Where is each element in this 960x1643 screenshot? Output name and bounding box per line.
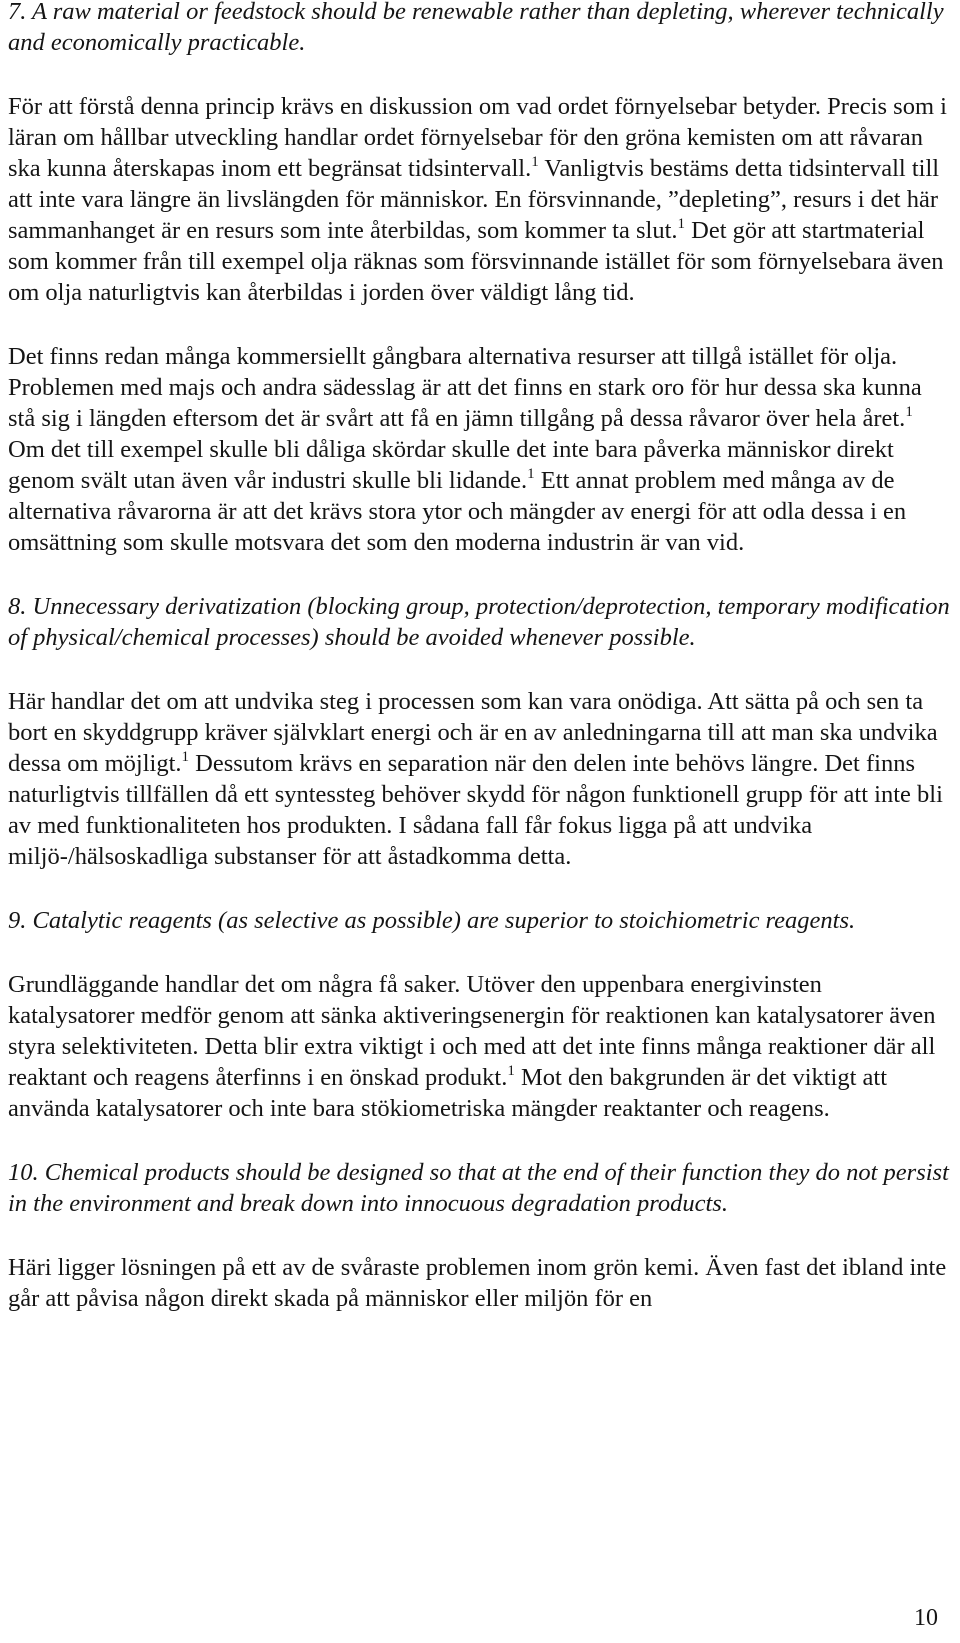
principle-7-heading: 7. A raw material or feedstock should be renewable rather than depleting, wherever technically and economically practicable. xyxy=(8,0,944,56)
principle-10-heading: 10. Chemical products should be designed so that at the end of their function they do not persist in the environment and break down into innocuous degradation products. xyxy=(8,1159,949,1217)
principle-10-paragraph-1 xyxy=(8,1252,952,1314)
footnote-marker: 1 xyxy=(181,748,190,765)
principle-8-section xyxy=(8,591,952,872)
principle-7-section xyxy=(8,0,952,558)
text-segment: Här handlar det om att undvika steg i processen som kan vara onödiga. Att sätta på och sen ta bort en skyddgrupp kräver självklart energi och är en av anledningarna till att man ska undvika dessa om möjligt. xyxy=(8,688,938,777)
footnote-marker: 1 xyxy=(905,403,913,420)
text-segment: Mot den bakgrunden är det viktigt att använda katalysatorer och inte bara stökiometriska mängder reaktanter och reagens. xyxy=(8,1064,888,1122)
principle-8-heading: 8. Unnecessary derivatization (blocking group, protection/deprotection, temporary modification of physical/chemical processes) should be avoided whenever possible. xyxy=(8,593,950,651)
text-segment: Ett annat problem med många av de alternativa råvarorna är att det krävs stora ytor och mängder av energi för att odla dessa i en omsättning som skulle motsvara det som den moderna industrin är van vid. xyxy=(8,467,907,556)
principle-7-paragraph-2 xyxy=(8,341,952,558)
document-page xyxy=(8,0,952,1643)
text-segment: Det gör att startmaterial som kommer från till exempel olja räknas som försvinnande istället för som förnyelsebara även om olja naturligtvis kan återbildas i jorden över väldigt lång tid. xyxy=(8,217,944,306)
footnote-marker: 1 xyxy=(677,215,686,232)
text-segment: För att förstå denna princip krävs en diskussion om vad ordet förnyelsebar betyder. Precis som i läran om hållbar utveckling handlar ordet förnyelsebar för den gröna kemisten om att råvaran ska kunna återskapas inom ett begränsat tidsintervall. xyxy=(8,93,947,182)
text-segment: Det finns redan många kommersiellt gångbara alternativa resurser att tillgå istället för olja. Problemen med majs och andra sädesslag är att det finns en stark oro för hur dessa ska kunna stå sig i längden eftersom det är svårt att få en jämn tillgång på dessa råvaror över hela året. xyxy=(8,343,922,432)
principle-9-paragraph-1 xyxy=(8,969,952,1124)
principle-7-paragraph-1 xyxy=(8,91,952,308)
text-segment: Häri ligger lösningen på ett av de svåraste problemen inom grön kemi. Även fast det ibland inte går att påvisa någon direkt skada på människor eller miljön för en xyxy=(8,1254,947,1312)
page-number: 10 xyxy=(914,1605,938,1631)
footnote-marker: 1 xyxy=(527,465,535,482)
footnote-marker: 1 xyxy=(507,1062,515,1079)
principle-8-paragraph-1 xyxy=(8,686,952,872)
footnote-marker: 1 xyxy=(531,153,539,170)
principle-9-section xyxy=(8,905,952,1124)
text-segment: Vanligtvis bestäms detta tidsintervall till att inte vara längre än livslängden för människor. En försvinnande, ”depleting”, resurs i det här sammanhanget är en resurs som inte återbildas, som kommer ta slut. xyxy=(8,155,940,244)
principle-10-section xyxy=(8,1157,952,1314)
text-segment: Om det till exempel skulle bli dåliga skördar skulle det inte bara påverka människor direkt genom svält utan även vår industri skulle bli lidande. xyxy=(8,436,894,494)
principle-9-heading: 9. Catalytic reagents (as selective as possible) are superior to stoichiometric reagents. xyxy=(8,907,856,934)
text-segment: Dessutom krävs en separation när den delen inte behövs längre. Det finns naturligtvis tillfällen då ett syntessteg behöver skydd för någon funktionell grupp för att inte bli av med funktionaliteten hos produkten. I sådana fall får fokus ligga på att undvika miljö-/hälsoskadliga substanser för att åstadkomma detta. xyxy=(8,750,943,870)
text-segment: Grundläggande handlar det om några få saker. Utöver den uppenbara energivinsten katalysatorer medför genom att sänka aktiveringsenergin för reaktionen kan katalysatorer även styra selektiviteten. Detta blir extra viktigt i och med att det inte finns många reaktioner där all reaktant och reagens återfinns i en önskad produkt. xyxy=(8,971,936,1091)
